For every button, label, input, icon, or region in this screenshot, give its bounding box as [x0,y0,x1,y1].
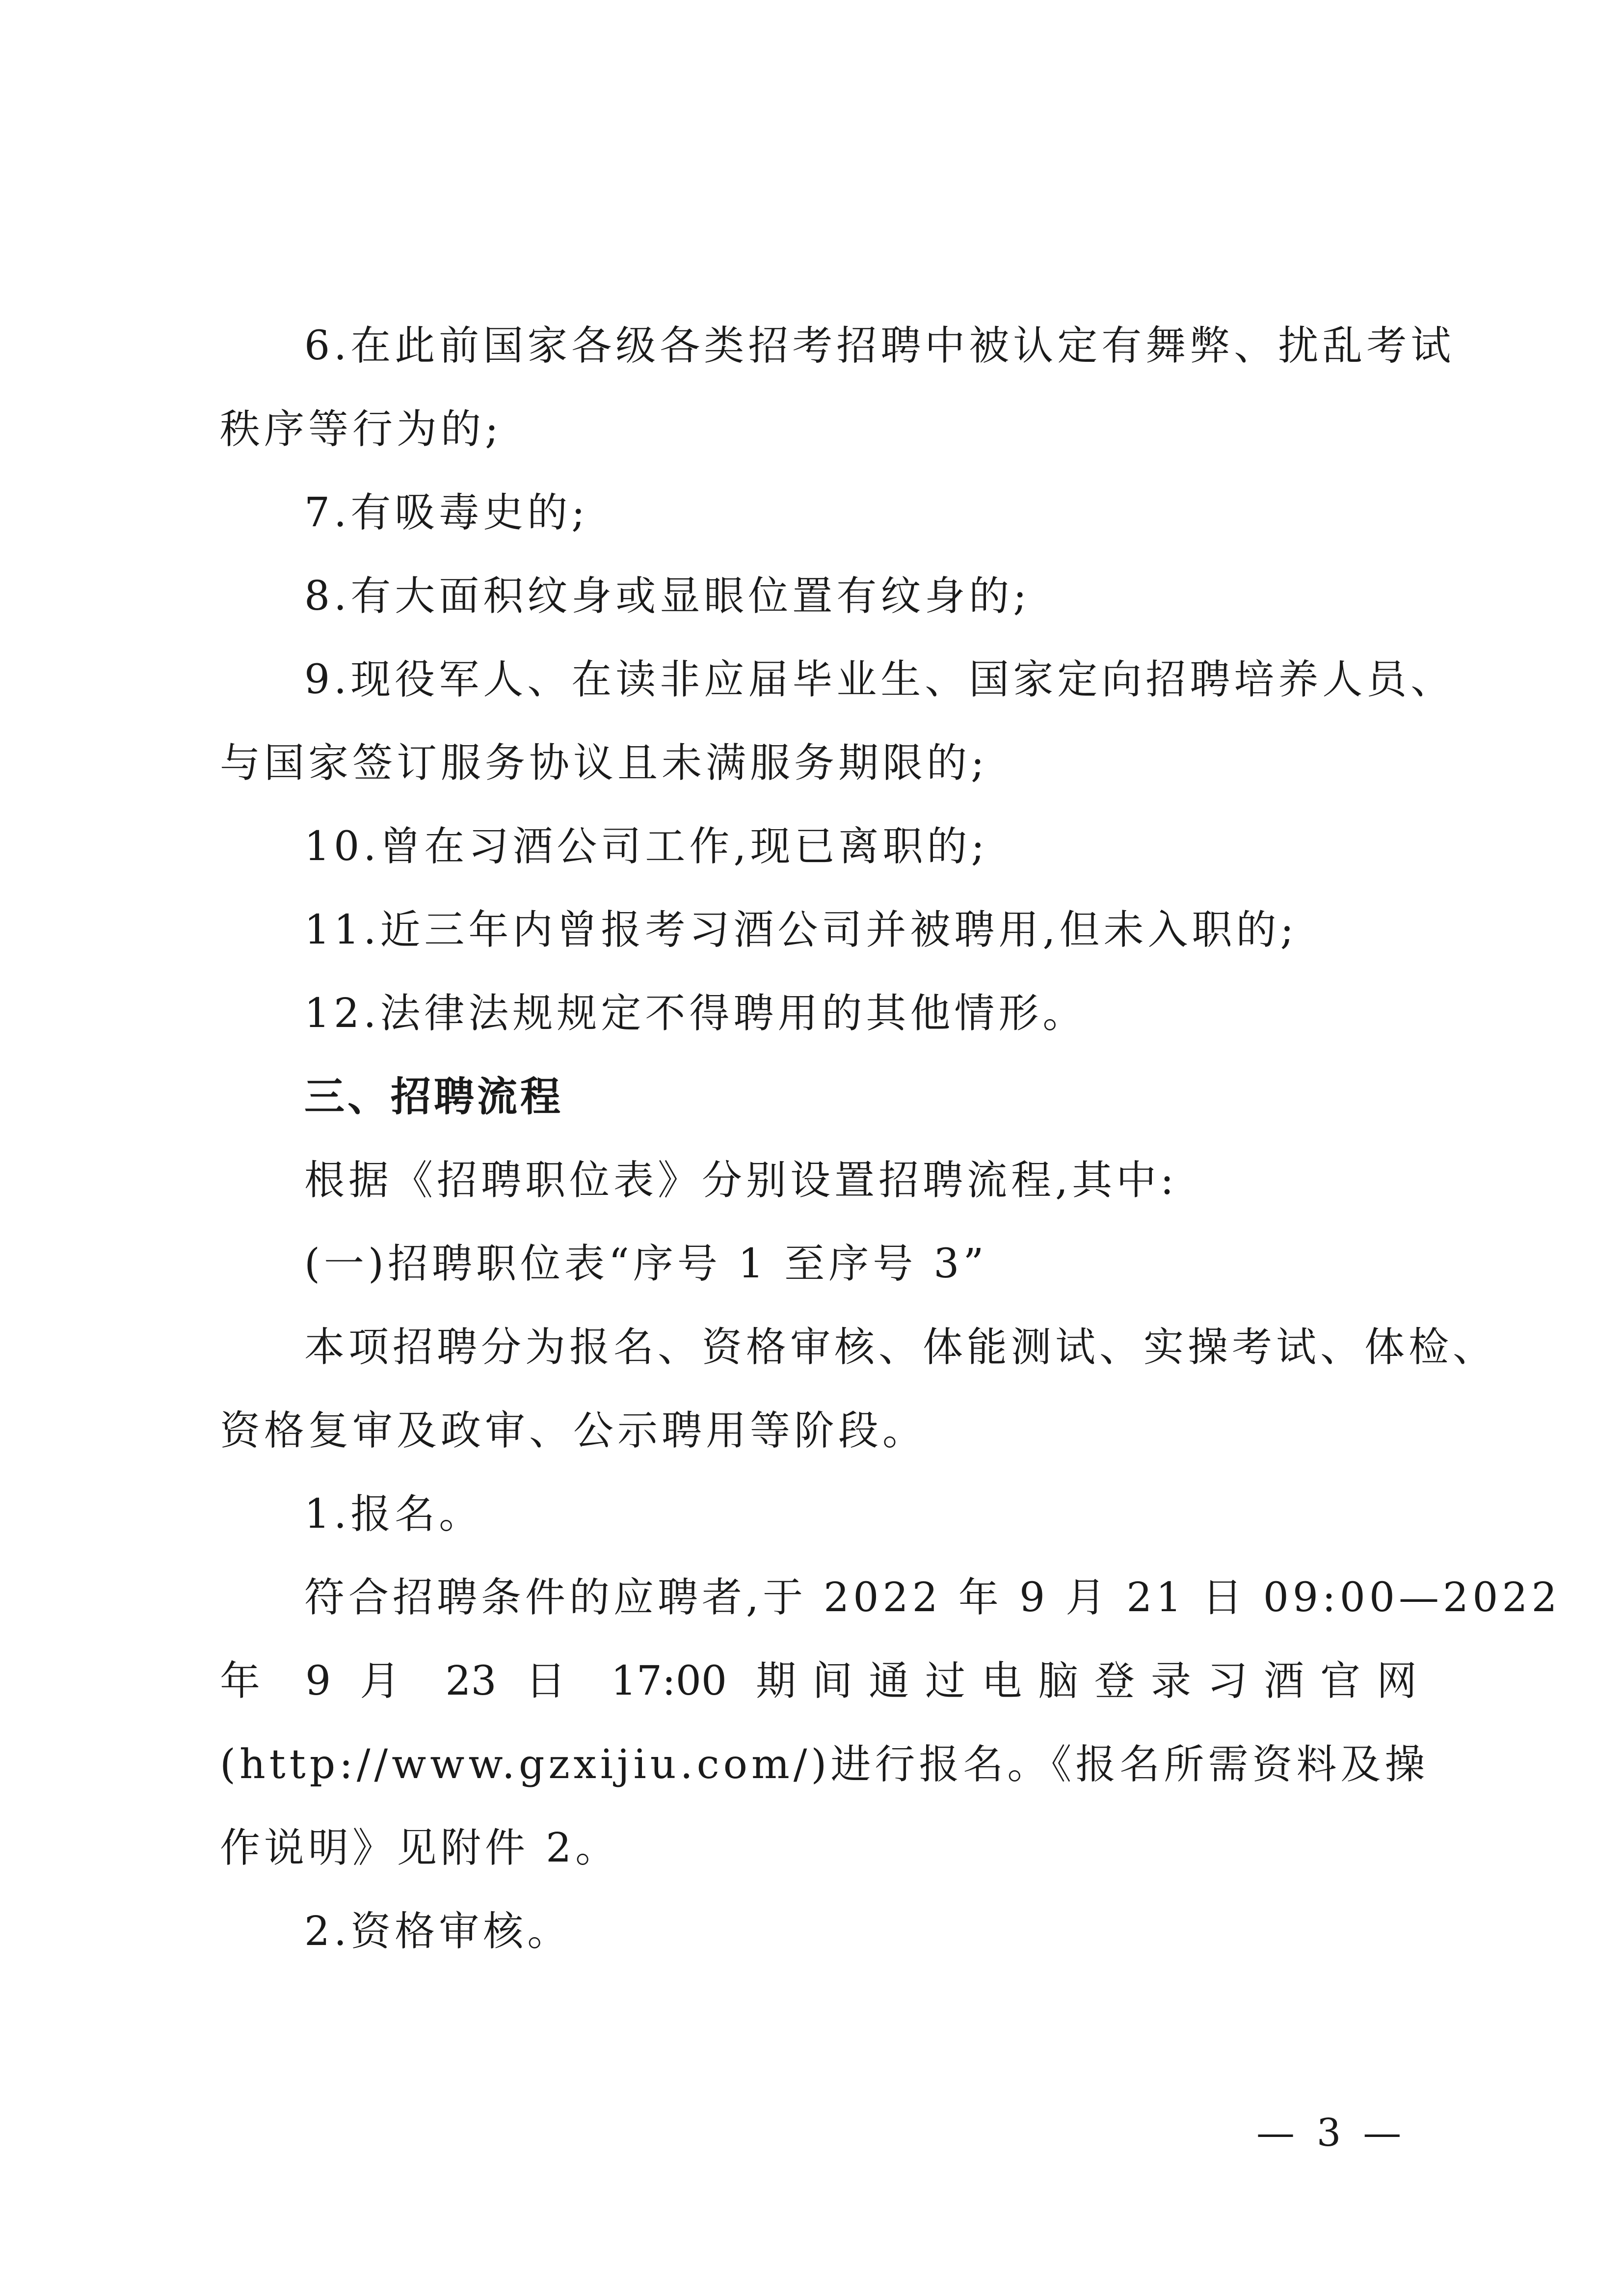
paragraph-registration-line-1: 符合招聘条件的应聘者,于 2022 年 9 月 21 日 09:00—2022 [304,1574,1561,1621]
paragraph-registration-line-2: 年 9 月 23 日 17:00 期间通过电脑登录习酒官网 [220,1658,1417,1704]
paragraph-process-intro: 根据《招聘职位表》分别设置招聘流程,其中: [304,1157,1178,1204]
paragraph-registration-line-3: (http://www.gzxijiu.com/)进行报名。《报名所需资料及操 [220,1741,1429,1788]
paragraph-item-9-line-1: 9.现役军人、在读非应届毕业生、国家定向招聘培养人员、 [304,656,1455,703]
step-heading-registration: 1.报名。 [304,1491,483,1538]
paragraph-stages-line-2: 资格复审及政审、公示聘用等阶段。 [220,1407,927,1454]
paragraph-item-8: 8.有大面积纹身或显眼位置有纹身的; [304,573,1031,620]
paragraph-registration-line-4: 作说明》见附件 2。 [220,1825,620,1871]
paragraph-item-9-line-2: 与国家签订服务协议且未满服务期限的; [220,740,988,786]
section-heading-recruitment-process: 三、招聘流程 [304,1074,564,1120]
paragraph-item-11: 11.近三年内曾报考习酒公司并被聘用,但未入职的; [304,907,1298,953]
paragraph-item-10: 10.曾在习酒公司工作,现已离职的; [304,823,989,870]
paragraph-item-6-line-1: 6.在此前国家各级各类招考招聘中被认定有舞弊、扰乱考试 [304,323,1455,369]
paragraph-item-7: 7.有吸毒史的; [304,489,589,536]
subsection-heading-1: (一)招聘职位表“序号 1 至序号 3” [304,1241,988,1287]
paragraph-item-12: 12.法律法规规定不得聘用的其他情形。 [304,990,1087,1037]
page-number: — 3 — [1256,2111,1407,2155]
paragraph-stages-line-1: 本项招聘分为报名、资格审核、体能测试、实操考试、体检、 [304,1324,1497,1371]
step-heading-qualification-review: 2.资格审核。 [304,1908,572,1955]
paragraph-item-6-line-2: 秩序等行为的; [220,406,503,453]
